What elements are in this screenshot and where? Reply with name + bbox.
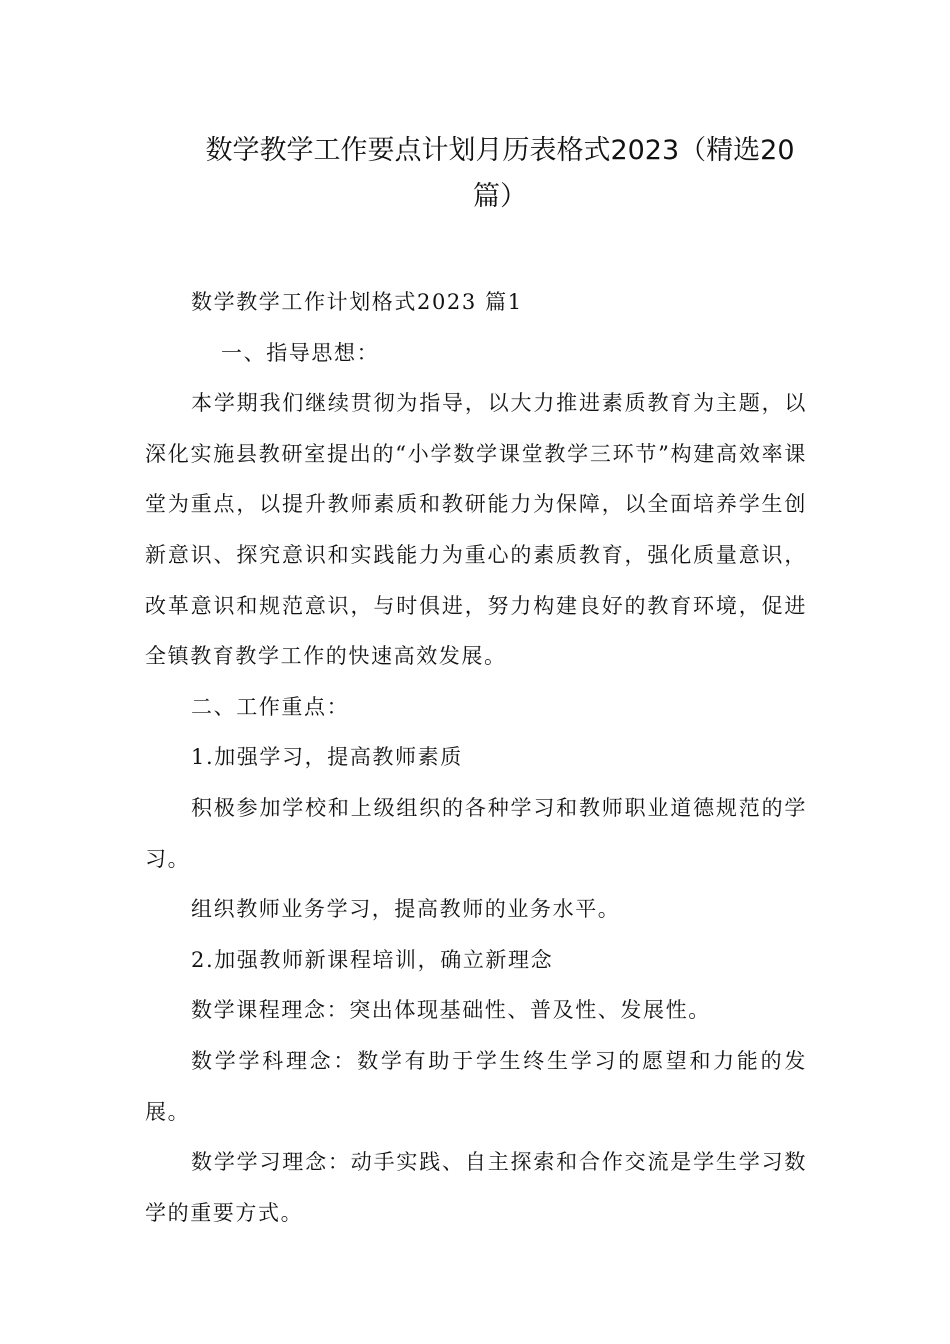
paragraph: 积极参加学校和上级组织的各种学习和教师职业道德规范的学习。 — [145, 795, 807, 871]
document-body — [145, 277, 807, 1238]
paragraph: 数学课程理念：突出体现基础性、普及性、发展性。 — [191, 998, 711, 1023]
paragraph: 本学期我们继续贯彻为指导，以大力推进素质教育为主题，以深化实施县教研室提出的“小学数学课堂教学三环节”构建高效率课堂为重点，以提升教师素质和教研能力为保障，以全面培养学生创新意识、探究意识和实践能力为重心的素质教育，强化质量意识，改革意识和规范意识，与时俱进，努力构建良好的教育环境，促进全镇教育教学工作的快速高效发展。 — [145, 391, 807, 669]
title-line-1: 数学教学工作要点计划月历表格式2023（精选20 — [205, 135, 795, 166]
document-title — [145, 128, 855, 220]
list-item-heading: 2.加强教师新课程培训，确立新理念 — [191, 947, 554, 972]
section-heading: 数学教学工作计划格式2023 篇1 — [191, 290, 523, 314]
subheading-work-focus: 二、工作重点： — [191, 694, 350, 719]
paragraph: 数学学科理念：数学有助于学生终生学习的愿望和力能的发展。 — [145, 1048, 807, 1124]
subheading-guiding-thought: 一、指导思想： — [221, 340, 380, 365]
title-line-2: 篇） — [473, 181, 527, 212]
paragraph: 组织教师业务学习，提高教师的业务水平。 — [191, 897, 621, 922]
list-item-heading: 1.加强学习，提高教师素质 — [191, 745, 463, 770]
paragraph: 数学学习理念：动手实践、自主探索和合作交流是学生学习数学的重要方式。 — [145, 1150, 807, 1225]
